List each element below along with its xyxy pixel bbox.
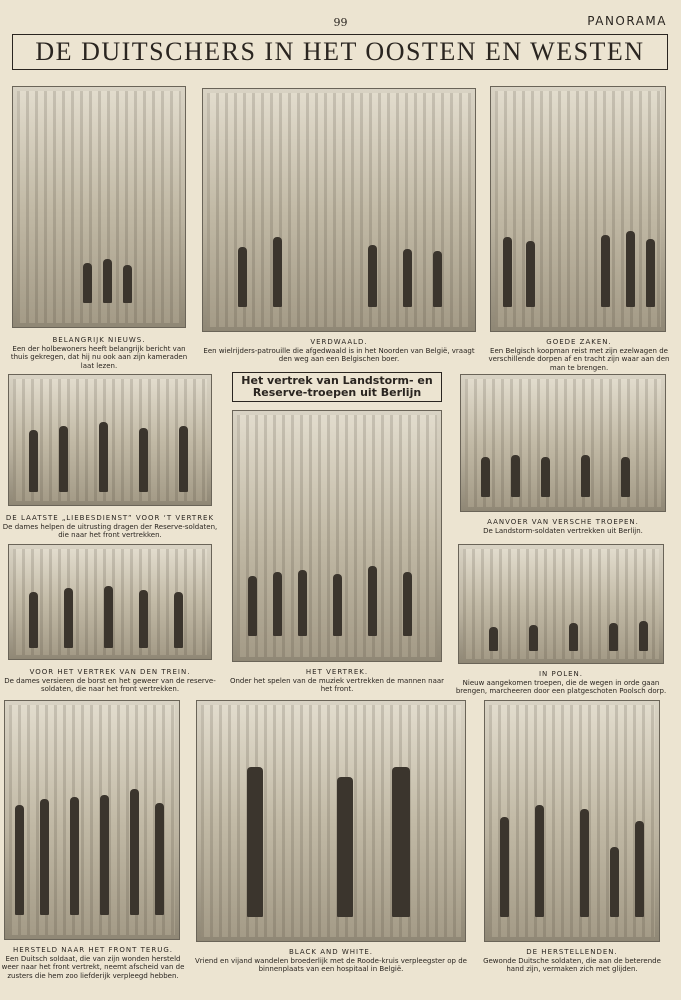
- caption-head: DE HERSTELLENDEN.: [526, 948, 618, 956]
- photo-het-vertrek: [232, 410, 442, 662]
- caption-text: Een der holbewoners heeft belangrijk bericht van thuis gekregen, dat hij nu ook aan zijn kameraden laat lezen.: [10, 344, 188, 370]
- photo-aanvoer: [460, 374, 666, 512]
- photo-in-polen: [458, 544, 664, 664]
- caption-belangrijk-nieuws: [6, 336, 192, 370]
- caption-voor-vertrek-trein: [2, 668, 218, 694]
- caption-head: VOOR HET VERTREK VAN DEN TREIN.: [29, 668, 191, 676]
- caption-text: Een Duitsch soldaat, die van zijn wonden hersteld weer naar het front vertrekt, neemt afscheid van de zusters die hem zoo liefderijk verpleegd hebben.: [1, 954, 185, 980]
- photo-liebesdienst: [8, 374, 212, 506]
- page-number: 99: [333, 16, 348, 29]
- caption-text: Gewonde Duitsche soldaten, die aan de beterende hand zijn, vermaken zich met glijden.: [483, 956, 661, 973]
- caption-text: De dames helpen de uitrusting dragen der Reserve-soldaten, die naar het front vertrekken.: [2, 522, 218, 539]
- caption-text: Vriend en vijand wandelen broederlijk met de Roode-kruis verpleegster op de binnenplaats van een hospitaal in België.: [195, 956, 467, 973]
- caption-herstellenden: [478, 948, 666, 974]
- caption-aanvoer: [454, 518, 672, 535]
- photo-verdwaald: [202, 88, 476, 332]
- photo-voor-vertrek-trein: [8, 544, 212, 660]
- caption-het-vertrek: [226, 668, 448, 694]
- caption-in-polen: [452, 670, 670, 696]
- caption-head: DE LAATSTE „LIEBESDIENST” VOOR ‘T VERTREK: [5, 514, 215, 522]
- caption-text: Onder het spelen van de muziek vertrekken de mannen naar het front.: [229, 676, 445, 693]
- photo-hersteld: [4, 700, 180, 940]
- page-title: DE DUITSCHERS IN HET OOSTEN EN WESTEN: [12, 34, 668, 70]
- caption-head: GOEDE ZAKEN.: [546, 338, 612, 346]
- photo-belangrijk-nieuws: [12, 86, 186, 328]
- section-heading-line2: Reserve-troepen uit Berlijn: [252, 386, 422, 399]
- caption-head: HET VERTREK.: [305, 668, 369, 676]
- caption-text: Nieuw aangekomen troepen, die de wegen in orde gaan brengen, marcheeren door een platgeschoten Poolsch dorp.: [455, 678, 667, 695]
- caption-black-and-white: [190, 948, 472, 974]
- caption-verdwaald: [202, 338, 476, 364]
- caption-goede-zaken: [484, 338, 674, 372]
- caption-head: HERSTELD NAAR HET FRONT TERUG.: [13, 946, 173, 954]
- caption-head: IN POLEN.: [538, 670, 584, 678]
- caption-text: Een wielrijders-patrouille die afgedwaald is in het Noorden van België, vraagt den weg aan een Belgischen boer.: [203, 346, 475, 363]
- caption-text: Een Belgisch koopman reist met zijn ezelwagen de verschillende dorpen af en tracht zijn waar aan den man te brengen.: [488, 346, 670, 372]
- caption-text: De dames versieren de borst en het geweer van de reserve-soldaten, die naar het front vertrekken.: [4, 676, 216, 693]
- caption-liebesdienst: [2, 514, 218, 540]
- photo-herstellenden: [484, 700, 660, 942]
- caption-head: AANVOER VAN VERSCHE TROEPEN.: [487, 518, 639, 526]
- photo-black-and-white: [196, 700, 466, 942]
- section-heading: [232, 372, 442, 402]
- caption-head: VERDWAALD.: [310, 338, 368, 346]
- caption-text: De Landstorm-soldaten vertrekken uit Berlijn.: [483, 526, 643, 535]
- caption-hersteld: [0, 946, 186, 980]
- section-heading-line1: Het vertrek van Landstorm- en: [241, 374, 433, 387]
- caption-head: BELANGRIJK NIEUWS.: [52, 336, 146, 344]
- caption-head: BLACK AND WHITE.: [288, 948, 374, 956]
- masthead: PANORAMA: [587, 14, 667, 28]
- photo-goede-zaken: [490, 86, 666, 332]
